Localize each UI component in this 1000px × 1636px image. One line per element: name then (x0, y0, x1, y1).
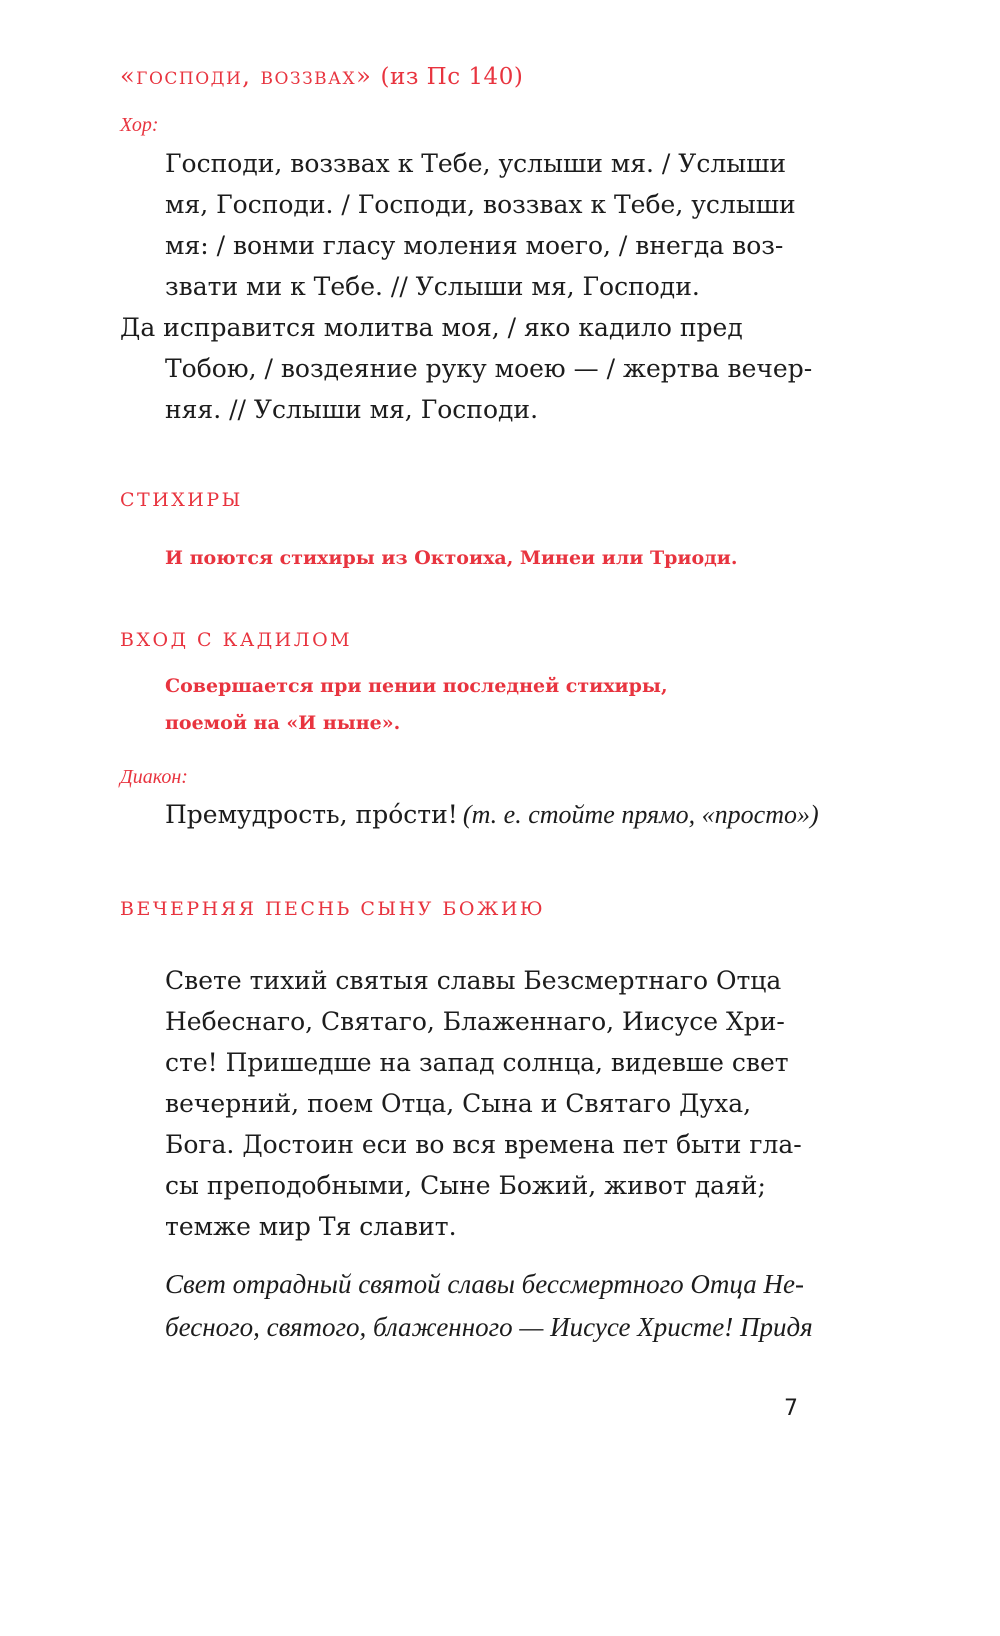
verse-line: Господи, воззвах к Тебе, услыши мя. / Услыши (165, 149, 787, 178)
section-heading-evening-hymn: ВЕЧЕРНЯЯ ПЕСНЬ СЫНУ БОЖИЮ (120, 898, 546, 920)
hymn-line: Бога. Достоин еси во вся времена пет быти гла- (165, 1130, 802, 1159)
speaker-label-choir: Хор: (120, 114, 159, 136)
verse-stanza-2 (120, 307, 812, 430)
rubric-line: Совершается при пении последней стихиры, (165, 675, 668, 697)
verse-line: звати ми к Тебе. // Услыши мя, Господи. (165, 272, 700, 301)
verse-line: Тобою, / воздеяние руку моею — / жертва вечер- (165, 354, 813, 383)
heading-gospodi-title: «господи, воззвах» (120, 62, 373, 90)
hymn-line: Свете тихий святыя славы Безсмертнаго Отца (165, 966, 782, 995)
hymn-line: вечерний, поем Отца, Сына и Святаго Духа, (165, 1089, 752, 1118)
verse-stanza-1 (165, 143, 796, 307)
verse-line: мя, Господи. / Господи, воззвах к Тебе, услыши (165, 190, 796, 219)
verse-line: няя. // Услыши мя, Господи. (165, 395, 539, 424)
hymn-line: сы преподобными, Сыне Божий, живот даяй; (165, 1171, 766, 1200)
section-heading-stichera: СТИХИРЫ (120, 489, 243, 511)
translation-line: бесного, святого, блаженного — Иисусе Христе! Придя (165, 1312, 813, 1342)
page-number: 7 (784, 1396, 798, 1421)
evening-hymn-translation (165, 1263, 813, 1349)
section-heading-entrance: ВХОД С КАДИЛОМ (120, 629, 353, 651)
exclamation-gloss: (т. е. стойте прямо, «просто») (462, 800, 819, 829)
translation-line: Свет отрадный святой славы бессмертного Отца Не- (165, 1269, 804, 1299)
evening-hymn-text (165, 960, 802, 1247)
exclamation-text: Премудрость, про́сти! (165, 800, 458, 829)
verse-line: мя: / вонми гласу моления моего, / внегда воз- (165, 231, 784, 260)
hymn-line: сте! Пришедше на запад солнца, видевше свет (165, 1048, 789, 1077)
rubric-stichera: И поются стихиры из Октоиха, Минеи или Триоди. (165, 547, 738, 569)
deacon-exclamation (165, 800, 819, 830)
rubric-line: поемой на «И ныне». (165, 712, 401, 734)
hymn-line: темже мир Тя славит. (165, 1212, 457, 1241)
heading-gospodi-psalm-ref: (из Пс 140) (380, 64, 524, 90)
section-heading-gospodi (120, 62, 523, 90)
speaker-label-deacon: Диакон: (120, 766, 188, 788)
verse-line: Да исправится молитва моя, / яко кадило пред (120, 313, 743, 342)
hymn-line: Небеснаго, Святаго, Блаженнаго, Иисусе Хри- (165, 1007, 785, 1036)
rubric-entrance (165, 668, 668, 742)
